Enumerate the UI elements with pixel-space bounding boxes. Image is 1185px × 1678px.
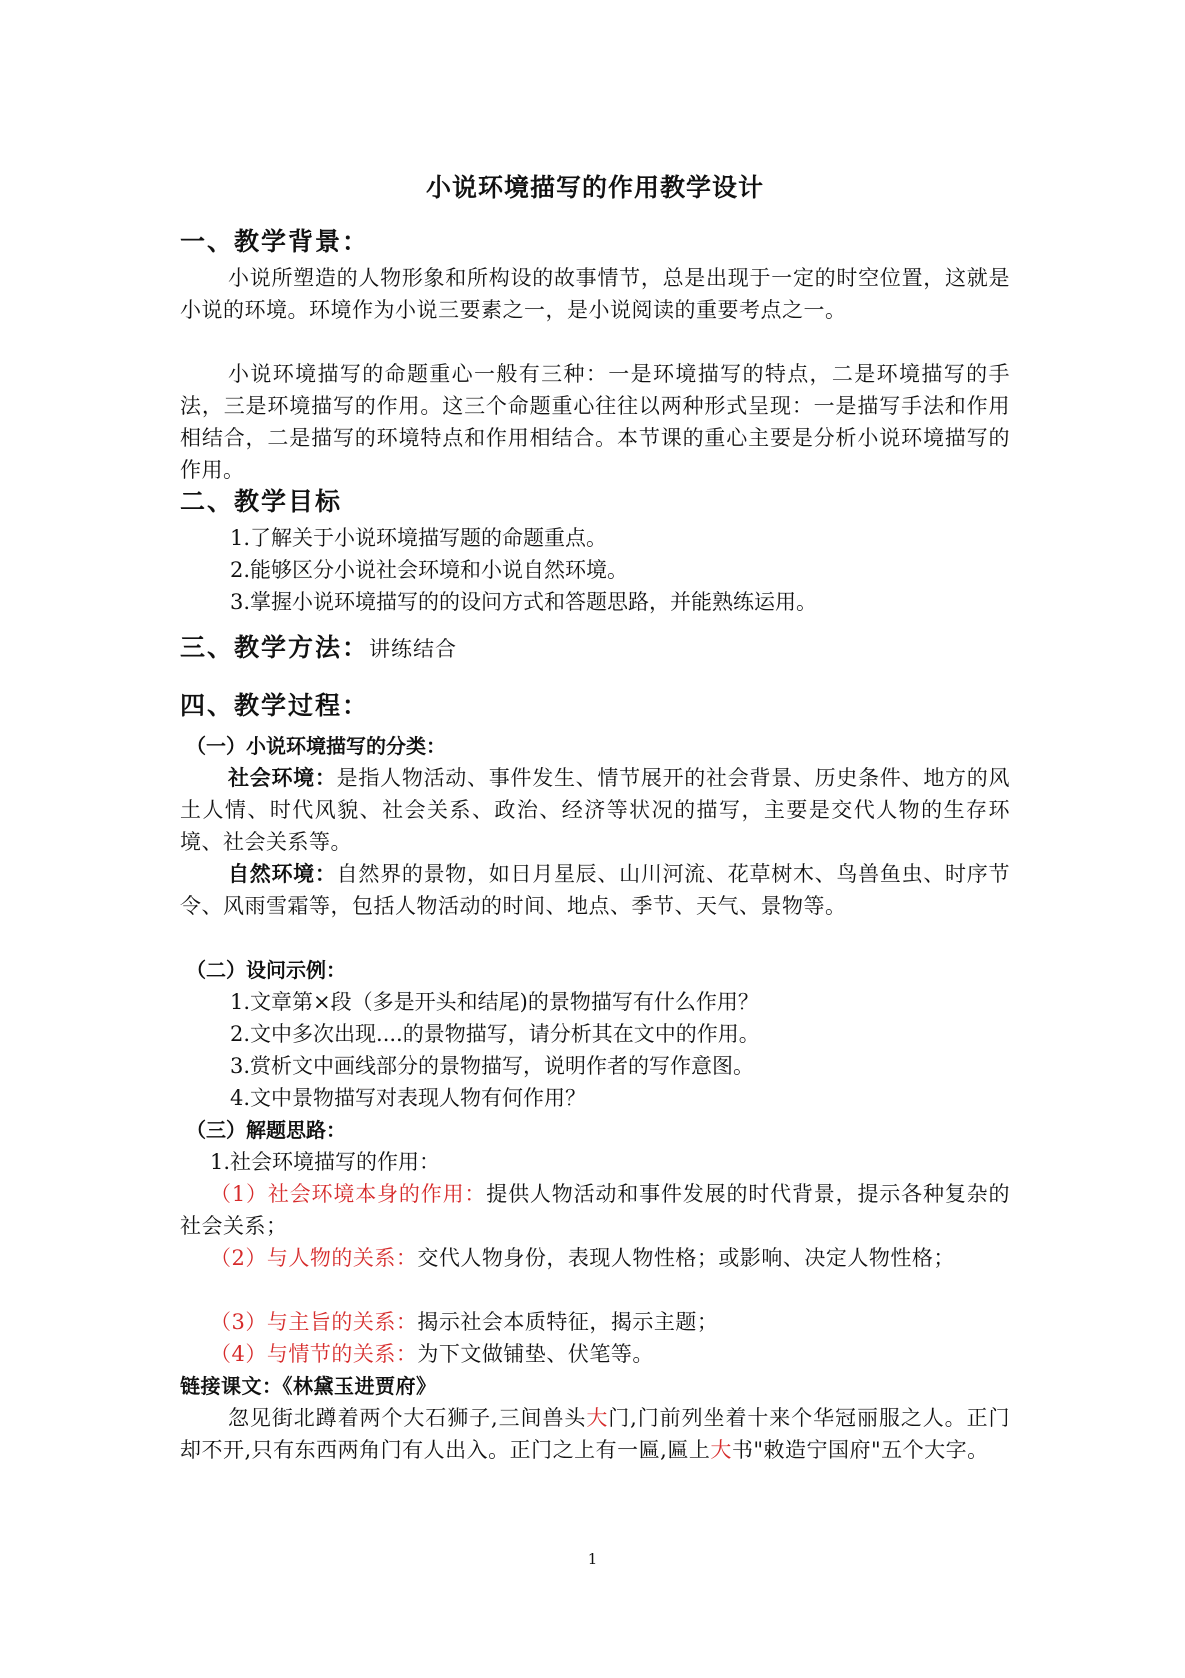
- subsection-2-heading: （二）设问示例：: [186, 958, 346, 982]
- linked-text-part-1: 忽见街北蹲着两个大石狮子,三间兽头: [228, 1406, 587, 1430]
- linked-text-part-3: 书"敕造宁国府"五个大字。: [731, 1438, 989, 1462]
- social-environment-paragraph: [180, 762, 1010, 858]
- approach-point-1-text: 提供人物活动和事件发展的时代背景，提示各种复杂的社会关系；: [180, 1182, 1010, 1238]
- subsection-3-heading: （三）解题思路：: [186, 1118, 346, 1142]
- natural-environment-text: 自然界的景物，如日月星辰、山川河流、花草树木、鸟兽鱼虫、时序节令、风雨雪霜等，包括人物活动的时间、地点、季节、天气、景物等。: [180, 862, 1011, 918]
- approach-point-1-label: （1）社会环境本身的作用：: [210, 1182, 487, 1206]
- natural-environment-label: 自然环境：: [228, 862, 337, 886]
- subsection-1-heading: （一）小说环境描写的分类：: [186, 734, 446, 758]
- approach-point-4-label: （4）与情节的关系：: [210, 1342, 418, 1366]
- approach-point-1: [180, 1178, 1010, 1242]
- natural-environment-paragraph: [180, 858, 1010, 922]
- approach-point-2-text: 交代人物身份，表现人物性格；或影响、决定人物性格；: [417, 1246, 955, 1270]
- question-item-3: 3.赏析文中画线部分的景物描写，说明作者的写作意图。: [230, 1054, 755, 1078]
- linked-text-paragraph: [180, 1402, 1010, 1466]
- page-title: 小说环境描写的作用教学设计: [425, 173, 764, 202]
- approach-point-2: [180, 1242, 1010, 1274]
- approach-point-3-text: 揭示社会本质特征，揭示主题；: [417, 1310, 719, 1334]
- linked-text-part-2: 门,门前列坐着十来个华冠丽服之人。正门却不开,只有东西两角门有人出入。正门之上有一匾,匾上: [180, 1406, 1010, 1462]
- goal-item-1: 1.了解关于小说环境描写题的命题重点。: [230, 526, 608, 550]
- social-environment-text: 是指人物活动、事件发生、情节展开的社会背景、历史条件、地方的风土人情、时代风貌、社会关系、政治、经济等状况的描写，主要是交代人物的生存环境、社会关系等。: [180, 766, 1011, 854]
- linked-text-heading: 链接课文：《林黛玉进贾府》: [180, 1374, 437, 1398]
- page-number: 1: [587, 1550, 598, 1568]
- approach-intro: 1.社会环境描写的作用：: [210, 1150, 441, 1174]
- approach-point-4-text: 为下文做铺垫、伏笔等。: [417, 1342, 654, 1366]
- section-2-heading: 二、教学目标: [180, 487, 343, 516]
- question-item-2: 2.文中多次出现....的景物描写，请分析其在文中的作用。: [230, 1022, 760, 1046]
- goal-item-2: 2.能够区分小说社会环境和小说自然环境。: [230, 558, 629, 582]
- question-item-4: 4.文中景物描写对表现人物有何作用？: [230, 1086, 587, 1110]
- section-3-label: 三、教学方法：: [180, 633, 370, 662]
- approach-point-3: [180, 1306, 1010, 1338]
- section-3-method: 讲练结合: [369, 637, 458, 661]
- section-1-heading: 一、教学背景：: [180, 227, 370, 256]
- linked-text-highlight-2: 大: [710, 1438, 732, 1462]
- section-1-paragraph-1: 小说所塑造的人物形象和所构设的故事情节，总是出现于一定的时空位置，这就是小说的环境。环境作为小说三要素之一，是小说阅读的重要考点之一。: [180, 266, 1010, 322]
- section-4-heading: 四、教学过程：: [180, 691, 370, 720]
- linked-text-highlight-1: 大: [586, 1406, 609, 1430]
- section-3-heading: [180, 628, 457, 664]
- approach-point-2-label: （2）与人物的关系：: [210, 1246, 418, 1270]
- section-1-paragraph-2: 小说环境描写的命题重心一般有三种：一是环境描写的特点，二是环境描写的手法，三是环境描写的作用。这三个命题重心往往以两种形式呈现：一是描写手法和作用相结合，二是描写的环境特点和作用相结合。本节课的重心主要是分析小说环境描写的作用。: [180, 362, 1010, 482]
- approach-point-4: [180, 1338, 1010, 1370]
- question-item-1: 1.文章第×段（多是开头和结尾)的景物描写有什么作用？: [230, 990, 759, 1014]
- approach-point-3-label: （3）与主旨的关系：: [210, 1310, 418, 1334]
- goal-item-3: 3.掌握小说环境描写的的设问方式和答题思路，并能熟练运用。: [230, 590, 818, 614]
- social-environment-label: 社会环境：: [228, 766, 337, 790]
